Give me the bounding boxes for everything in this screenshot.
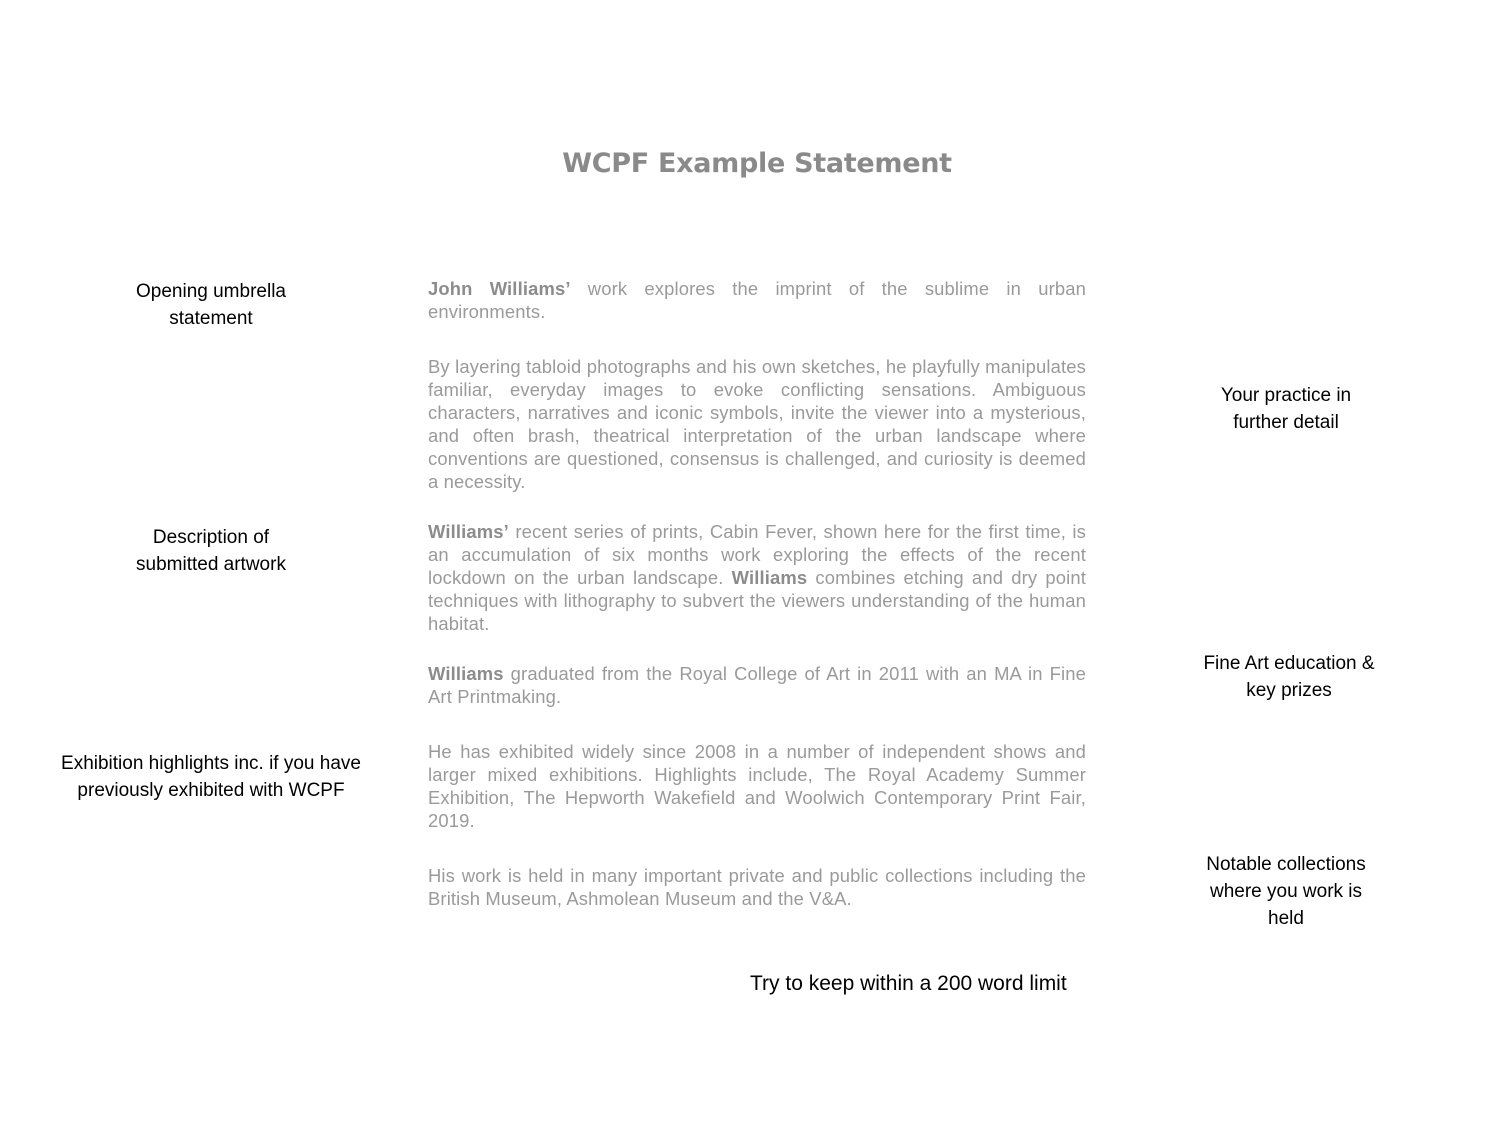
statement-education-paragraph bbox=[428, 662, 1086, 708]
artist-name: Williams bbox=[731, 567, 808, 588]
annotation-line: Exhibition highlights inc. if you have bbox=[61, 753, 361, 774]
paragraph-text: He has exhibited widely since 2008 in a number of independent shows and larger mixed exhibitions. Highlights include, The Royal Academy Summer Exhibition, The Hepworth Wakefield and Woolwich Contemporary Print Fair, 2019. bbox=[428, 741, 1086, 831]
statement-exhibition-paragraph bbox=[428, 740, 1086, 832]
annotation-line: Opening umbrella bbox=[136, 281, 286, 302]
statement-collections-paragraph bbox=[428, 864, 1086, 910]
paragraph-text: work explores the imprint of the sublime in urban environments. bbox=[428, 278, 1086, 322]
annotation-line: Your practice in bbox=[1220, 385, 1352, 406]
annotation-exhibition bbox=[40, 750, 382, 804]
annotation-line: statement bbox=[169, 308, 253, 329]
annotation-collections bbox=[1166, 851, 1406, 932]
annotation-line: held bbox=[1268, 908, 1304, 929]
paragraph-text: His work is held in many important private and public collections including the British Museum, Ashmolean Museum and the V&A. bbox=[428, 865, 1086, 909]
annotation-line: Description of bbox=[152, 527, 270, 548]
annotation-artwork bbox=[60, 524, 362, 578]
annotation-line: where you work is bbox=[1209, 881, 1363, 902]
statement-practice-paragraph bbox=[428, 355, 1086, 493]
annotation-line: further detail bbox=[1233, 412, 1339, 433]
annotation-education bbox=[1166, 650, 1412, 704]
annotation-line: Notable collections bbox=[1206, 854, 1366, 875]
paragraph-text: recent series of prints, Cabin Fever, shown here for the first time, is an accumulation of six months work exploring the effects of the recent lockdown on the urban landscape. bbox=[428, 521, 1086, 588]
annotation-line: submitted artwork bbox=[136, 554, 286, 575]
annotation-practice bbox=[1166, 382, 1406, 436]
statement-opening-paragraph bbox=[428, 277, 1086, 323]
artist-name: Williams’ bbox=[428, 521, 509, 542]
annotation-opening bbox=[60, 278, 362, 332]
paragraph-text: combines etching and dry point techniques with lithography to subvert the viewers understanding of the human habitat. bbox=[428, 567, 1086, 634]
annotation-line: previously exhibited with WCPF bbox=[77, 780, 345, 801]
word-limit-note: Try to keep within a 200 word limit bbox=[750, 972, 1067, 995]
page-title: WCPF Example Statement bbox=[562, 148, 952, 179]
annotation-line: key prizes bbox=[1246, 680, 1332, 701]
artist-name: Williams bbox=[428, 663, 504, 684]
paragraph-text: By layering tabloid photographs and his own sketches, he playfully manipulates familiar, everyday images to evoke conflicting sensations. Ambiguous characters, narratives and iconic symbols, invite the viewer into a mysterious, and often brash, theatrical interpretation of the urban landscape where conventions are questioned, consensus is challenged, and curiosity is deemed a necessity. bbox=[428, 356, 1086, 492]
statement-artwork-paragraph bbox=[428, 520, 1086, 635]
annotation-line: Fine Art education & bbox=[1203, 653, 1375, 674]
paragraph-text: graduated from the Royal College of Art in 2011 with an MA in Fine Art Printmaking. bbox=[428, 663, 1086, 707]
artist-name: John Williams’ bbox=[428, 278, 571, 299]
